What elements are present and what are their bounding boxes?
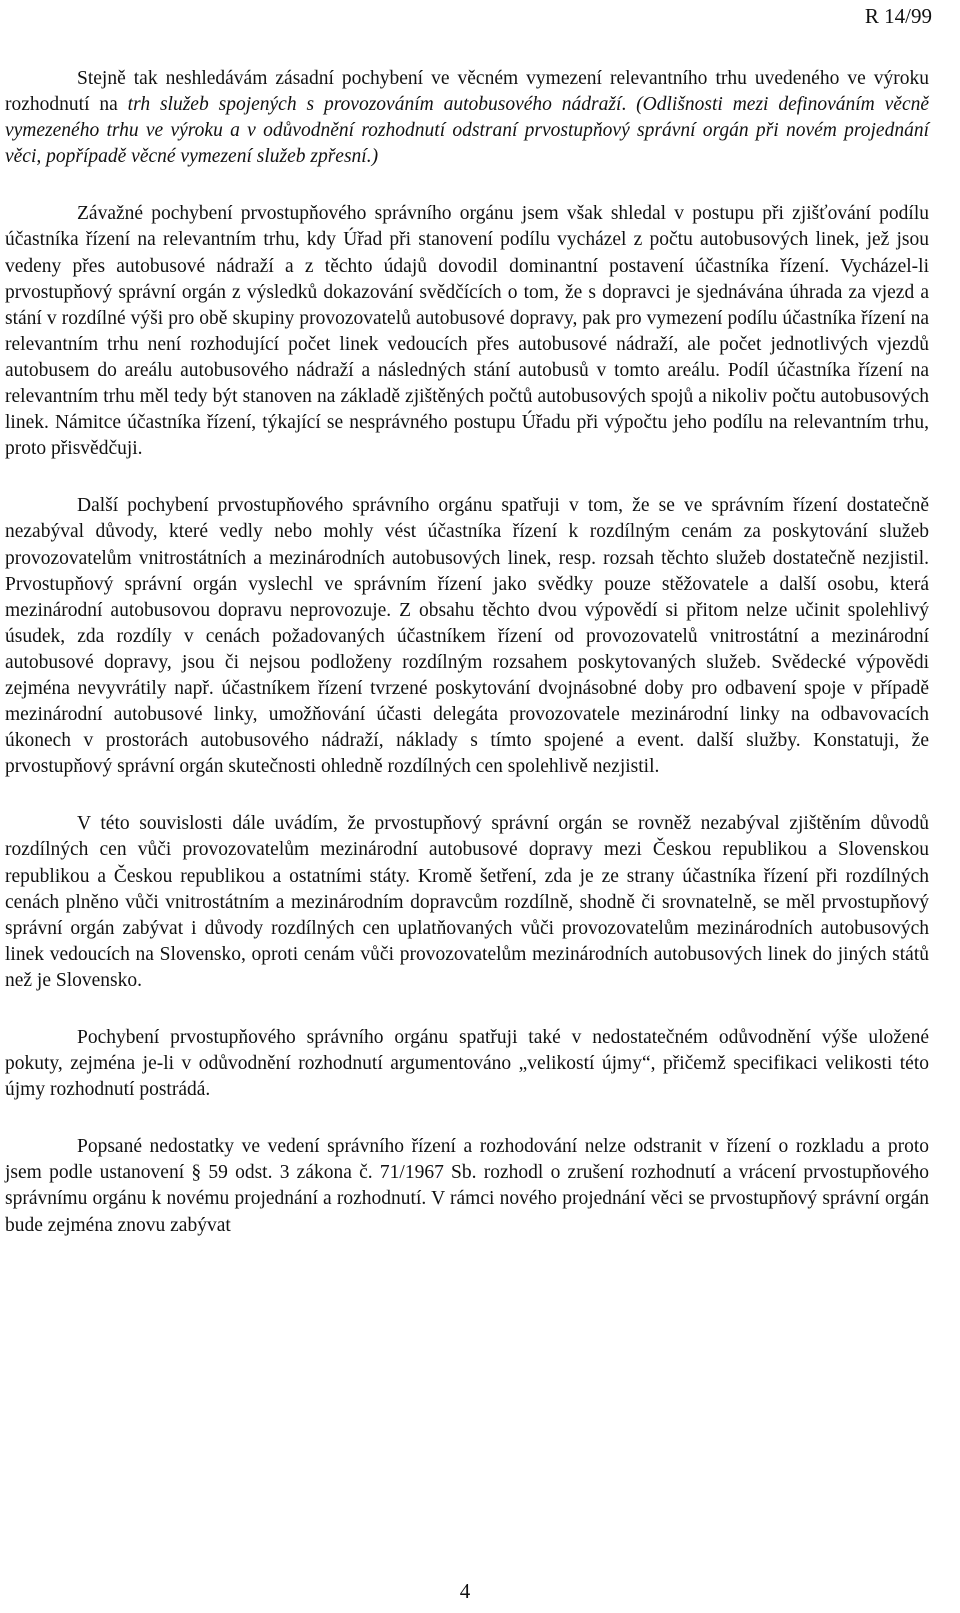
paragraph-6: Popsané nedostatky ve vedení správního řízení a rozhodování nelze odstranit v řízení o rozkladu a proto jsem podle ustanovení § 59 odst. 3 zákona č. 71/1967 Sb. rozhodl o zrušení rozhodnutí a vrácení prvostupňového správnímu orgánu k novému projednání a rozhodnutí. V rámci nového projednání věci se prvostupňový správní orgán bude zejména znovu zabývat — [5, 1136, 929, 1236]
paragraph-1-text: Stejně tak neshledávám zásadní pochybení ve věcném vymezení relevantního trhu uvedeného ve výroku rozhodnutí na — [5, 68, 929, 116]
paragraph-2: Závažné pochybení prvostupňového správního orgánu jsem však shledal v postupu při zjišťování podílu účastníka řízení na relevantním trhu, kdy Úřad při stanovení podílu vycházel z počtu autobusových linek, jež jsou vedeny přes autobusové nádraží a z těchto údajů dovodil dominantní postavení účastníka řízení. Vycházel-li prvostupňový správní orgán z výsledků dokazování svědčících o tom, že s dopravci je sjednávána úhrada za vjezd a stání v rozdílné výši pro obě skupiny provozovatelů autobusové dopravy, pak pro vymezení podílu účastníka řízení na relevantním trhu není rozhodující počet linek vedoucích přes autobusové nádraží, ale počet jednotlivých vjezdů autobusem do areálu autobusového nádraží a následných stání autobusů v tomto areálu. Podíl účastníka řízení na relevantním trhu měl tedy být stanoven na základě zjištěných počtů autobusových spojů a nikoliv počtu autobusových linek. Námitce účastníka řízení, týkající se nesprávného postupu Úřadu při výpočtu jeho podílu na relevantním trhu, proto přisvědčuji. — [5, 203, 929, 460]
paragraph-1-note-italic: (Odlišnosti mezi definováním věcně vymezeného trhu ve výroku a v odůvodnění rozhodnutí odstraní prvostupňový správní orgán při novém projednání věci, popřípadě věcné vymezení služeb zpřesní.) — [5, 94, 930, 168]
paragraph-5: Pochybení prvostupňového správního orgánu spatřuji také v nedostatečném odůvodnění výše uložené pokuty, zejména je-li v odůvodnění rozhodnutí argumentováno „velikostí újmy“, přičemž specifikaci velikosti této újmy rozhodnutí postrádá. — [5, 1027, 929, 1101]
document-body — [5, 66, 929, 1270]
paragraph-1 — [5, 66, 929, 170]
page-number: 4 — [459, 1579, 471, 1603]
paragraph-1-period: . — [621, 94, 637, 116]
paragraph-3: Další pochybení prvostupňového správního orgánu spatřuji v tom, že se ve správním řízení dostatečně nezabýval důvody, které vedly nebo mohly vést účastníka řízení k rozdílným cenám za poskytování služeb provozovatelům vnitrostátních a mezinárodních autobusových linek, resp. rozsah těchto služeb dostatečně nezjistil. Prvostupňový správní orgán vyslechl ve správním řízení jako svědky pouze stěžovatele a další osobu, která mezinárodní autobusovou dopravu neprovozuje. Z obsahu těchto dvou výpovědí si přitom nelze učinit spolehlivý úsudek, zda rozdíly v cenách požadovaných účastníkem řízení od provozovatelů vnitrostátní a mezinárodní autobusové dopravy, jsou či nejsou podloženy rozdílným rozsahem poskytovaných služeb. Svědecké výpovědi zejména nevyvrátily např. účastníkem řízení tvrzené poskytování dvojnásobné doby pro odbavení spoje v případě mezinárodní autobusové linky, umožňování účasti delegáta provozovatele mezinárodní linky na odbavovacích úkonech v prostorách autobusového nádraží, náklady s tímto spojené a event. další služby. Konstatuji, že prvostupňový správní orgán skutečnosti ohledně rozdílných cen spolehlivě nezjistil. — [5, 495, 929, 778]
page-reference: R 14/99 — [864, 4, 932, 28]
market-definition-italic: trh služeb spojených s provozováním autobusového nádraží — [127, 94, 622, 116]
paragraph-4: V této souvislosti dále uvádím, že prvostupňový správní orgán se rovněž nezabýval zjištěním důvodů rozdílných cen vůči provozovatelům mezinárodní autobusové dopravy mezi Českou republikou a Slovenskou republikou a Českou republikou a ostatními státy. Kromě šetření, zda je ze strany účastníka řízení při rozdílných cenách plněno vůči vnitrostátním a mezinárodním dopravcům rozdílně, shodně či srovnatelně, se měl prvostupňový správní orgán zabývat i důvody rozdílných cen uplatňovaných vůči provozovatelům mezinárodních autobusových linek vedoucích na Slovensko, oproti cenám vůči provozovatelům mezinárodních autobusových linek do jiných států než je Slovensko. — [5, 813, 929, 991]
